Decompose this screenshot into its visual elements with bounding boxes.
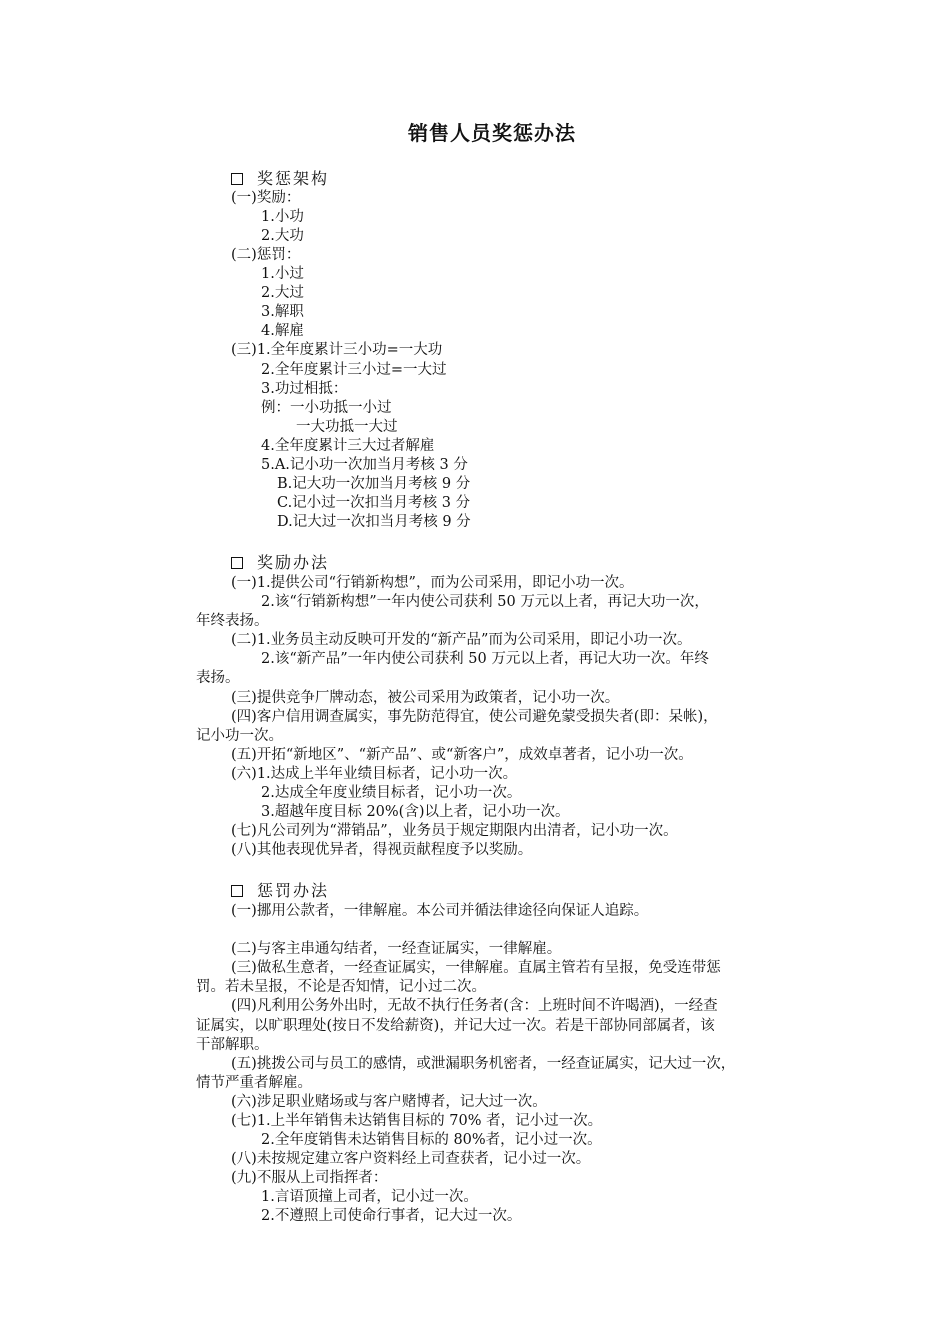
list-item: (八)未按规定建立客户资料经上司查获者，记小过一次。 [231, 1151, 591, 1167]
list-item: C.记小过一次扣当月考核 3 分 [277, 495, 471, 511]
list-item: 1.小功 [261, 209, 304, 225]
list-item: (八)其他表现优异者，得视贡献程度予以奖励。 [231, 842, 533, 858]
list-item: 干部解职。 [196, 1037, 269, 1053]
list-item: (二)1.业务员主动反映可开发的“新产品”而为公司采用，即记小功一次。 [231, 632, 692, 648]
list-item: (一)挪用公款者，一律解雇。本公司并循法律途径向保证人追踪。 [231, 903, 649, 919]
list-item: 例：一小功抵一小过 [261, 400, 392, 416]
list-item: 2.大功 [261, 228, 304, 244]
list-item: (三)1.全年度累计三小功=一大功 [231, 342, 443, 358]
list-item: 4.全年度累计三大过者解雇 [261, 438, 435, 454]
list-item: 一大功抵一大过 [296, 419, 398, 435]
list-item: 2.全年度销售未达销售目标的 80%者，记小过一次。 [261, 1132, 602, 1148]
list-item: 罚。若未呈报，不论是否知情，记小过二次。 [196, 979, 486, 995]
list-item: (一)1.提供公司“行销新构想”，而为公司采用，即记小功一次。 [231, 575, 634, 591]
list-item: (四)凡利用公务外出时，无故不执行任务者(含：上班时间不许喝酒)，一经查 [231, 998, 718, 1014]
list-item: (二)惩罚： [231, 247, 301, 263]
list-item: 情节严重者解雇。 [196, 1075, 312, 1091]
checkbox-icon [231, 173, 243, 185]
list-item: (七)凡公司列为“滞销品”，业务员于规定期限内出清者，记小功一次。 [231, 823, 678, 839]
list-item: 3.解职 [261, 304, 304, 320]
list-item: (四)客户信用调查属实，事先防范得宜，使公司避免蒙受损失者(即：呆帐)， [231, 709, 718, 725]
list-item: (七)1.上半年销售未达销售目标的 70% 者，记小过一次。 [231, 1113, 603, 1129]
list-item: 1.言语顶撞上司者，记小过一次。 [261, 1189, 478, 1205]
list-item: 3.超越年度目标 20%(含)以上者，记小功一次。 [261, 804, 570, 820]
list-item: 2.不遵照上司使命行事者，记大过一次。 [261, 1208, 522, 1224]
list-item: 5.A.记小功一次加当月考核 3 分 [261, 457, 468, 473]
list-item: 2.该“行销新构想”一年内使公司获利 50 万元以上者，再记大功一次， [261, 594, 709, 610]
list-item: 记小功一次。 [196, 728, 283, 744]
section-heading: 惩罚办法 [231, 881, 329, 900]
page-title: 销售人员奖惩办法 [408, 121, 576, 145]
checkbox-icon [231, 557, 243, 569]
list-item: (六)涉足职业赌场或与客户赌博者，记大过一次。 [231, 1094, 547, 1110]
checkbox-icon [231, 885, 243, 897]
list-item: 表扬。 [196, 670, 240, 686]
list-item: 2.达成全年度业绩目标者，记小功一次。 [261, 785, 522, 801]
list-item: (三)做私生意者，一经查证属实，一律解雇。直属主管若有呈报，免受连带惩 [231, 960, 721, 976]
list-item: (五)开拓“新地区”、“新产品”、或“新客户”，成效卓著者，记小功一次。 [231, 747, 693, 763]
list-item: 2.该“新产品”一年内使公司获利 50 万元以上者，再记大功一次。年终 [261, 651, 709, 667]
list-item: (三)提供竞争厂牌动态，被公司采用为政策者，记小功一次。 [231, 690, 620, 706]
section-heading: 奖惩架构 [231, 169, 329, 188]
list-item: 年终表扬。 [196, 613, 269, 629]
section-heading: 奖励办法 [231, 553, 329, 572]
list-item: (六)1.达成上半年业绩目标者，记小功一次。 [231, 766, 518, 782]
list-item: D.记大过一次扣当月考核 9 分 [277, 514, 471, 530]
list-item: 2.大过 [261, 285, 304, 301]
list-item: 3.功过相抵： [261, 381, 348, 397]
list-item: (二)与客主串通勾结者，一经查证属实，一律解雇。 [231, 941, 562, 957]
list-item: 2.全年度累计三小过=一大过 [261, 362, 447, 378]
list-item: (五)挑拨公司与员工的感情，或泄漏职务机密者，一经查证属实，记大过一次， [231, 1056, 736, 1072]
list-item: 4.解雇 [261, 323, 304, 339]
list-item: (一)奖励： [231, 190, 301, 206]
list-item: 证属实，以旷职理处(按日不发给薪资)，并记大过一次。若是干部协同部属者，该 [196, 1018, 715, 1034]
list-item: 1.小过 [261, 266, 304, 282]
list-item: B.记大功一次加当月考核 9 分 [277, 476, 471, 492]
list-item: (九)不服从上司指挥者： [231, 1170, 388, 1186]
